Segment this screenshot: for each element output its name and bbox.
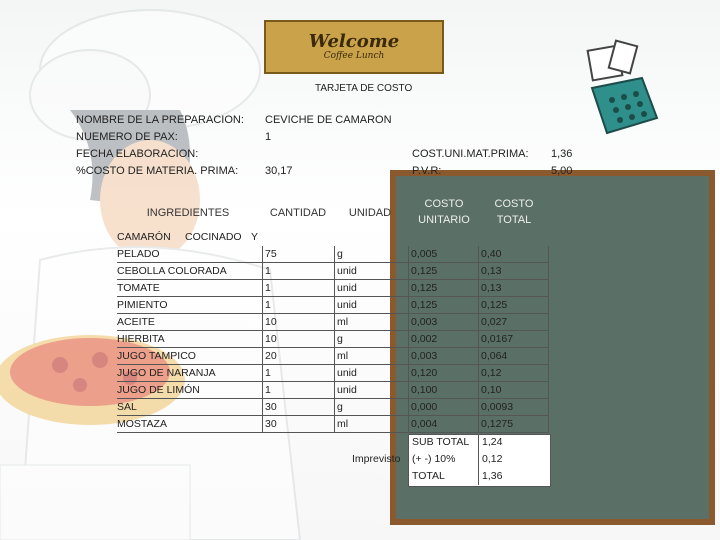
cell-costo-unitario: 0,004 [408, 416, 478, 433]
cell-unidad: g [334, 246, 408, 263]
imprevisto-label: Imprevisto [352, 453, 401, 465]
cell-costo-unitario: 0,003 [408, 348, 478, 365]
logo-main-text: Welcome [308, 31, 400, 52]
cell-costo-unitario: 0,125 [408, 280, 478, 297]
col-costo-total [480, 196, 548, 228]
cell-costo-total: 0,10 [478, 382, 548, 399]
logo-sub-text: Coffee Lunch [323, 51, 385, 61]
cell-costo-unitario: 0,002 [408, 331, 478, 348]
cell-ingrediente: JUGO TAMPICO [117, 348, 262, 365]
cell-ingrediente: JUGO DE NARANJA [117, 365, 262, 382]
totals-divider [478, 434, 479, 485]
cost-uni-value: 1,36 [551, 148, 573, 160]
cell-costo-total: 0,12 [478, 365, 548, 382]
cell-unidad: ml [334, 314, 408, 331]
nombre-label: NOMBRE DE LA PREPARACION: [76, 114, 244, 126]
totals-labels [412, 434, 469, 485]
cell-costo-total: 0,13 [478, 280, 548, 297]
first-row-extra [117, 230, 171, 244]
header-labels [76, 112, 244, 180]
cell-cantidad: 1 [262, 280, 334, 297]
subtotal-value: 1,24 [482, 436, 503, 448]
cell-cantidad: 30 [262, 399, 334, 416]
cell-cantidad: 1 [262, 297, 334, 314]
cell-costo-unitario: 0,000 [408, 399, 478, 416]
cell-unidad: unid [334, 382, 408, 399]
col-cantidad: CANTIDAD [269, 207, 327, 219]
cell-costo-unitario: 0,120 [408, 365, 478, 382]
cell-costo-total: 0,027 [478, 314, 548, 331]
page-title: TARJETA DE COSTO [315, 83, 413, 94]
cell-costo-total: 0,1275 [478, 416, 548, 433]
welcome-logo [264, 20, 444, 74]
cell-unidad: unid [334, 297, 408, 314]
totals-values [482, 434, 502, 485]
cell-cantidad: 10 [262, 314, 334, 331]
cell-cantidad: 1 [262, 263, 334, 280]
imprevisto-label-wrap [352, 451, 400, 468]
cost-uni-label: COST.UNI.MAT.PRIMA: [412, 148, 529, 160]
header-right-labels [412, 146, 529, 180]
col-costo-total-line1: COSTO [494, 198, 534, 210]
cell-ingrediente: ACEITE [117, 314, 262, 331]
col-unidad: UNIDAD [348, 207, 392, 219]
cell-costo-total: 0,064 [478, 348, 548, 365]
first-row-extra-3 [251, 230, 258, 244]
cell-ingrediente: TOMATE [117, 280, 262, 297]
table-divider [548, 246, 549, 433]
col-costo-unitario-line2: UNITARIO [418, 214, 470, 226]
col-costo-total-line2: TOTAL [496, 214, 532, 226]
cell-costo-unitario: 0,003 [408, 314, 478, 331]
first-row-extra-2 [185, 230, 242, 244]
cell-cantidad: 10 [262, 331, 334, 348]
pvr-label: P.V.R: [412, 165, 442, 177]
imprevisto-value: 0,12 [482, 453, 503, 465]
cell-cantidad: 1 [262, 365, 334, 382]
cell-ingrediente: CEBOLLA COLORADA [117, 263, 262, 280]
cell-cantidad: 20 [262, 348, 334, 365]
header-values [265, 112, 392, 180]
cell-unidad: unid [334, 280, 408, 297]
cell-costo-total: 0,13 [478, 263, 548, 280]
cell-ingrediente: SAL [117, 399, 262, 416]
cell-costo-unitario: 0,100 [408, 382, 478, 399]
total-label: TOTAL [412, 470, 445, 482]
total-value: 1,36 [482, 470, 503, 482]
cell-costo-total: 0,40 [478, 246, 548, 263]
col-costo-unitario-line1: COSTO [424, 198, 464, 210]
cell-costo-total: 0,0093 [478, 399, 548, 416]
pvr-value: 5,00 [551, 165, 573, 177]
cell-unidad: g [334, 331, 408, 348]
cell-ingrediente: PELADO [117, 246, 262, 263]
cell-unidad: unid [334, 263, 408, 280]
cell-costo-unitario: 0,125 [408, 297, 478, 314]
header-right-values [551, 146, 572, 180]
pax-value: 1 [265, 131, 272, 143]
cell-ingrediente: HIERBITA [117, 331, 262, 348]
cell-ingrediente: MOSTAZA [117, 416, 262, 433]
first-row-word-3: Y [251, 231, 259, 243]
cell-unidad: g [334, 399, 408, 416]
imprevisto-pct: (+ -) 10% [412, 453, 456, 465]
subtotal-label: SUB TOTAL [412, 436, 470, 448]
cell-unidad: unid [334, 365, 408, 382]
costo-mp-label: %COSTO DE MATERIA. PRIMA: [76, 165, 239, 177]
pax-label: NUEMERO DE PAX: [76, 131, 178, 143]
cell-costo-unitario: 0,005 [408, 246, 478, 263]
first-row-word-2: COCINADO [185, 231, 242, 243]
cell-cantidad: 1 [262, 382, 334, 399]
fecha-label: FECHA ELABORACION: [76, 148, 199, 160]
cell-unidad: ml [334, 348, 408, 365]
costo-mp-value: 30,17 [265, 165, 293, 177]
cell-costo-total: 0,0167 [478, 331, 548, 348]
cell-cantidad: 75 [262, 246, 334, 263]
cell-ingrediente: PIMIENTO [117, 297, 262, 314]
col-ingredientes: INGREDIENTES [146, 207, 230, 219]
cell-unidad: ml [334, 416, 408, 433]
cell-cantidad: 30 [262, 416, 334, 433]
cell-ingrediente: JUGO DE LIMÓN [117, 382, 262, 399]
cash-register-icon [582, 38, 662, 138]
cell-costo-total: 0,125 [478, 297, 548, 314]
first-row-word-1: CAMARÓN [117, 231, 171, 243]
col-costo-unitario [410, 196, 478, 228]
nombre-value: CEVICHE DE CAMARON [265, 114, 392, 126]
cell-costo-unitario: 0,125 [408, 263, 478, 280]
